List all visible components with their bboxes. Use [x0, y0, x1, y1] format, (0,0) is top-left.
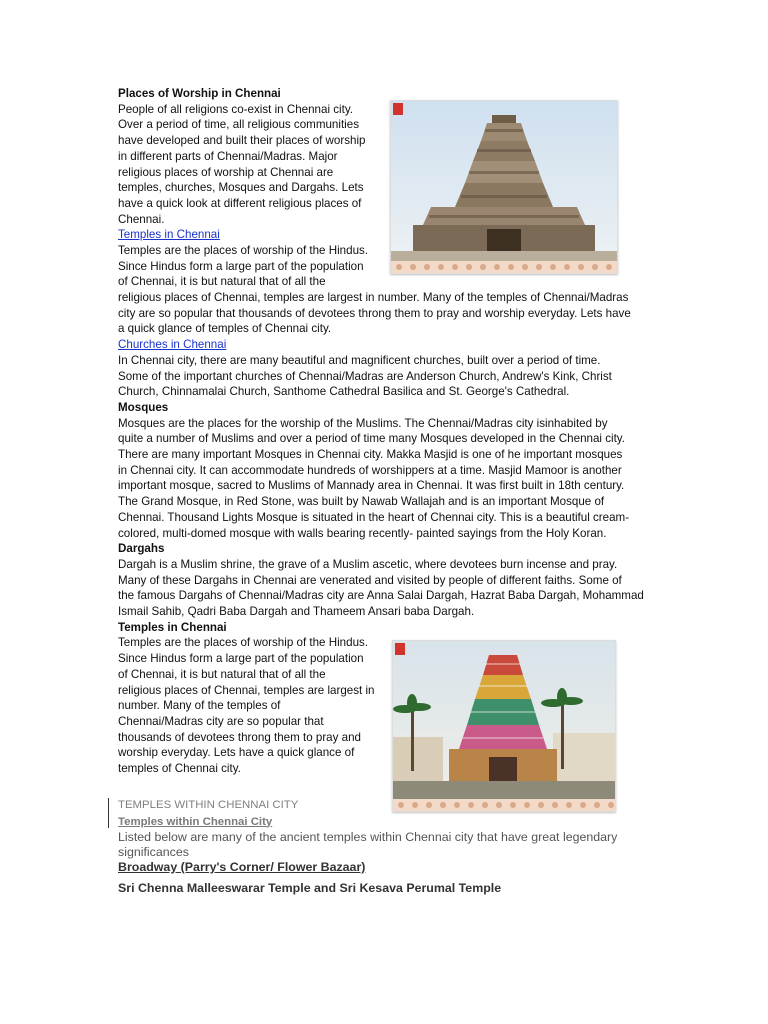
temples2-line: worship everyday. Lets have a quick glance of [118, 746, 355, 760]
mosques-line: There are many important Mosques in Chennai city. Makka Masjid is one of he important mosques [118, 448, 623, 462]
churches-line: In Chennai city, there are many beautiful and magnificent churches, built over a period of time. [118, 353, 601, 367]
temples-within-desc: significances [118, 845, 189, 859]
mosques-heading: Mosques [118, 400, 169, 414]
churches-in-chennai-link[interactable]: Churches in Chennai [118, 338, 227, 352]
mosques-line: Chennai. Thousand Lights Mosque is situated in the heart of Chennai city. This is a beautiful cream- [118, 510, 630, 524]
intro-line: have a quick look at different religious places of [118, 196, 362, 210]
intro-line: religious places of worship at Chennai are [118, 165, 334, 179]
churches-line: Church, Chinnamalai Church, Santhome Cathedral Basilica and St. George's Cathedral. [118, 385, 570, 399]
temples2-line: religious places of Chennai, temples are largest in [118, 683, 375, 697]
temple-names-heading: Sri Chenna Malleeswarar Temple and Sri Kesava Perumal Temple [118, 881, 502, 895]
intro-line: in different parts of Chennai/Madras. Major [118, 149, 338, 163]
mosques-line: important mosque, sacred to Muslims of Mannady area in Chennai. It was first built in 18th century. [118, 479, 625, 493]
page-title: Places of Worship in Chennai [118, 87, 281, 100]
temples2-line: temples of Chennai city. [118, 762, 241, 776]
dargahs-line: the famous Dargahs of Chennai/Madras city are Anna Salai Dargah, Hazrat Baba Dargah, Mohammad [118, 589, 644, 603]
temple-photo-1 [390, 100, 618, 274]
intro-line: People of all religions co-exist in Chennai city. [118, 102, 353, 116]
temples2-line: number. Many of the temples of [118, 699, 281, 713]
temples-line: of Chennai, it is but natural that of all the [118, 275, 326, 289]
temples2-line: Since Hindus form a large part of the population [118, 652, 364, 666]
temples-line: Since Hindus form a large part of the population [118, 259, 364, 273]
temples2-line: of Chennai, it is but natural that of all the [118, 667, 326, 681]
temples2-line: Temples are the places of worship of the Hindus. [118, 636, 369, 650]
churches-line: Some of the important churches of Chennai/Madras are Anderson Church, Andrew's Kink, Christ [118, 369, 612, 383]
intro-line: Over a period of time, all religious communities [118, 118, 359, 132]
temples-heading-2: Temples in Chennai [118, 620, 227, 634]
temples-within-section [118, 798, 698, 896]
temples-within-caps-heading: TEMPLES WITHIN CHENNAI CITY [118, 799, 299, 811]
temples-within-link[interactable]: Temples within Chennai City [118, 815, 273, 828]
temple-photo-2 [392, 640, 616, 812]
mosques-line: in Chennai city. It can accommodate hundreds of worshippers at a time. Masjid Mamoor is another [118, 463, 622, 477]
temples-line: city are so popular that thousands of devotees throng them to pray and worship everyday. Lets have [118, 306, 631, 320]
intro-block [118, 86, 388, 290]
temples-in-chennai-link[interactable]: Temples in Chennai [118, 228, 220, 242]
mosques-line: colored, multi-domed mosque with walls bearing recently- painted sayings from the Holy Koran. [118, 526, 607, 540]
intro-line: Chennai. [118, 212, 165, 226]
intro-line: have developed and built their places of worship [118, 134, 366, 148]
broadway-heading: Broadway (Parry's Corner/ Flower Bazaar) [118, 860, 366, 874]
temples-line: a quick glance of temples of Chennai city. [118, 322, 332, 336]
temples-line: religious places of Chennai, temples are largest in number. Many of the temples of Chennai/Madras [118, 291, 629, 304]
margin-change-bar [108, 798, 109, 828]
temples-line: Temples are the places of worship of the Hindus. [118, 244, 369, 258]
dargahs-line: Ismail Sahib, Qadri Baba Dargah and Thameem Ansari baba Dargah. [118, 605, 475, 619]
intro-line: temples, churches, Mosques and Dargahs. Lets [118, 181, 364, 195]
dargahs-line: Many of these Dargahs in Chennai are venerated and visited by people of different faiths. Some of [118, 573, 622, 587]
dargahs-line: Dargah is a Muslim shrine, the grave of a Muslim ascetic, where devotees burn incense and pray. [118, 557, 618, 571]
mosques-line: quite a number of Muslims and over a period of time many Mosques developed in the Chennai city. [118, 432, 625, 446]
temples2-line: Chennai/Madras city are so popular that [118, 714, 324, 728]
temples-within-desc: Listed below are many of the ancient temples within Chennai city that have great legendary [118, 830, 618, 844]
temples2-line: thousands of devotees throng them to pray and [118, 730, 361, 744]
mosques-line: The Grand Mosque, in Red Stone, was built by Nawab Wallajah and is an important Mosque of [118, 495, 605, 509]
mosques-line: Mosques are the places for the worship of the Muslims. The Chennai/Madras city isinhabited by [118, 416, 608, 430]
dargahs-heading: Dargahs [118, 542, 165, 556]
